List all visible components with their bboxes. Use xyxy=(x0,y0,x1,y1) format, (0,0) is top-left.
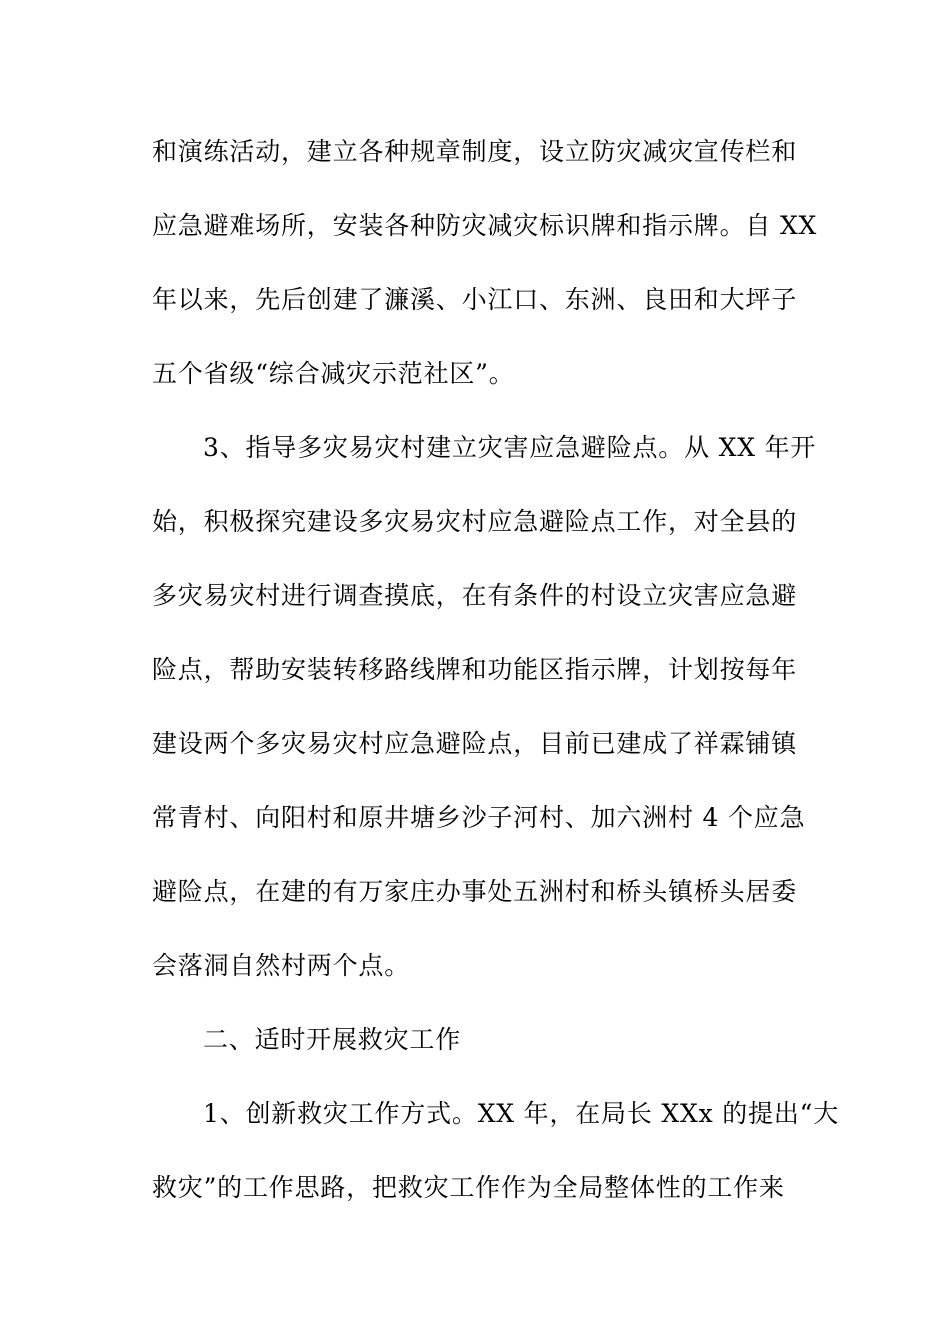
body-text-line: 年以来，先后创建了濂溪、小江口、东洲、良田和大坪子 xyxy=(152,285,798,314)
section-heading: 二、适时开展救灾工作 xyxy=(203,1025,462,1054)
body-text-line: 始，积极探究建设多灾易灾村应急避险点工作，对全县的 xyxy=(152,507,798,536)
numbered-paragraph-start: 3、指导多灾易灾村建立灾害应急避险点。从 XX 年开 xyxy=(203,433,817,462)
body-text-line: 五个省级“综合减灾示范社区”。 xyxy=(152,359,515,388)
body-text-line: 常青村、向阳村和原井塘乡沙子河村、加六洲村 4 个应急 xyxy=(152,803,806,832)
body-text-line: 救灾”的工作思路，把救灾工作作为全局整体性的工作来 xyxy=(152,1173,785,1202)
body-text-line: 应急避难场所，安装各种防灾减灾标识牌和指示牌。自 XX xyxy=(152,211,818,240)
body-text-line: 多灾易灾村进行调查摸底，在有条件的村设立灾害应急避 xyxy=(152,581,798,610)
body-text-line: 建设两个多灾易灾村应急避险点，目前已建成了祥霖铺镇 xyxy=(152,729,798,758)
body-text-line: 会落洞自然村两个点。 xyxy=(152,951,411,980)
numbered-paragraph-start: 1、创新救灾工作方式。XX 年，在局长 XXx 的提出“大 xyxy=(203,1099,840,1128)
body-text-line: 险点，帮助安装转移路线牌和功能区指示牌，计划按每年 xyxy=(152,655,798,684)
body-text-line: 避险点，在建的有万家庄办事处五洲村和桥头镇桥头居委 xyxy=(152,877,798,906)
body-text-line: 和演练活动，建立各种规章制度，设立防灾减灾宣传栏和 xyxy=(152,137,798,166)
